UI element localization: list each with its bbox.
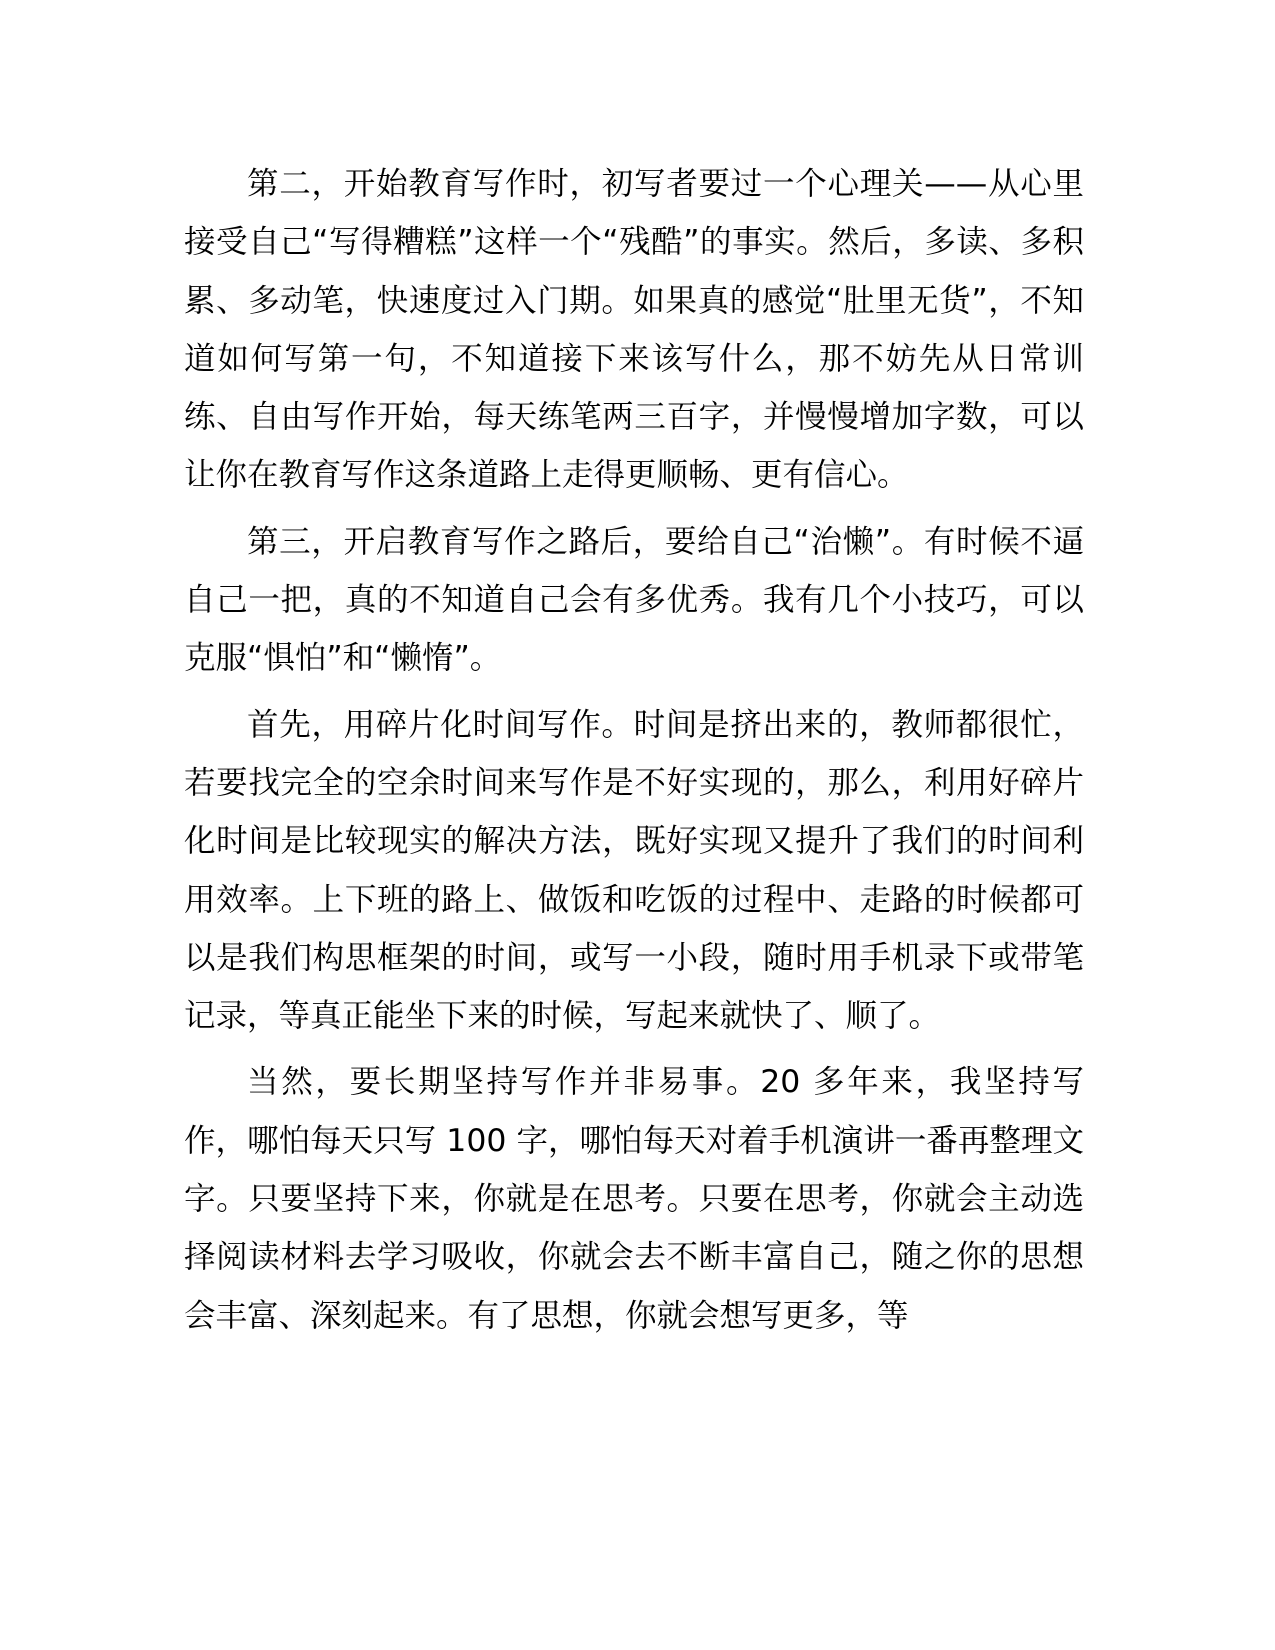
paragraph-second-point: 第二，开始教育写作时，初写者要过一个心理关——从心里接受自己“写得糟糕”这样一个“残酷”的事实。然后，多读、多积累、多动笔，快速度过入门期。如果真的感觉“肚里无货”，不知道如何写第一句，不知道接下来该写什么，那不妨先从日常训练、自由写作开始，每天练笔两三百字，并慢慢增加字数，可以让你在教育写作这条道路上走得更顺畅、更有信心。 [184, 166, 1084, 494]
paragraph-fragmented-time: 首先，用碎片化时间写作。时间是挤出来的，教师都很忙，若要找完全的空余时间来写作是不好实现的，那么，利用好碎片化时间是比较现实的解决方法，既好实现又提升了我们的时间利用效率。上下班的路上、做饭和吃饭的过程中、走路的时候都可以是我们构思框架的时间，或写一小段，随时用手机录下或带笔记录，等真正能坐下来的时候，写起来就快了、顺了。 [184, 706, 1084, 1035]
paragraph-persistence: 当然，要长期坚持写作并非易事。20 多年来，我坚持写作，哪怕每天只写 100 字，哪怕每天对着手机演讲一番再整理文字。只要坚持下来，你就是在思考。只要在思考，你就会主动选择阅读材料去学习吸收，你就会去不断丰富自己，随之你的思想会丰富、深刻起来。有了思想，你就会想写更多，等 [184, 1064, 1084, 1334]
paragraph-third-point: 第三，开启教育写作之路后，要给自己“治懒”。有时候不逼自己一把，真的不知道自己会有多优秀。我有几个小技巧，可以克服“惧怕”和“懒惰”。 [184, 523, 1084, 677]
document-body [184, 155, 1084, 1345]
